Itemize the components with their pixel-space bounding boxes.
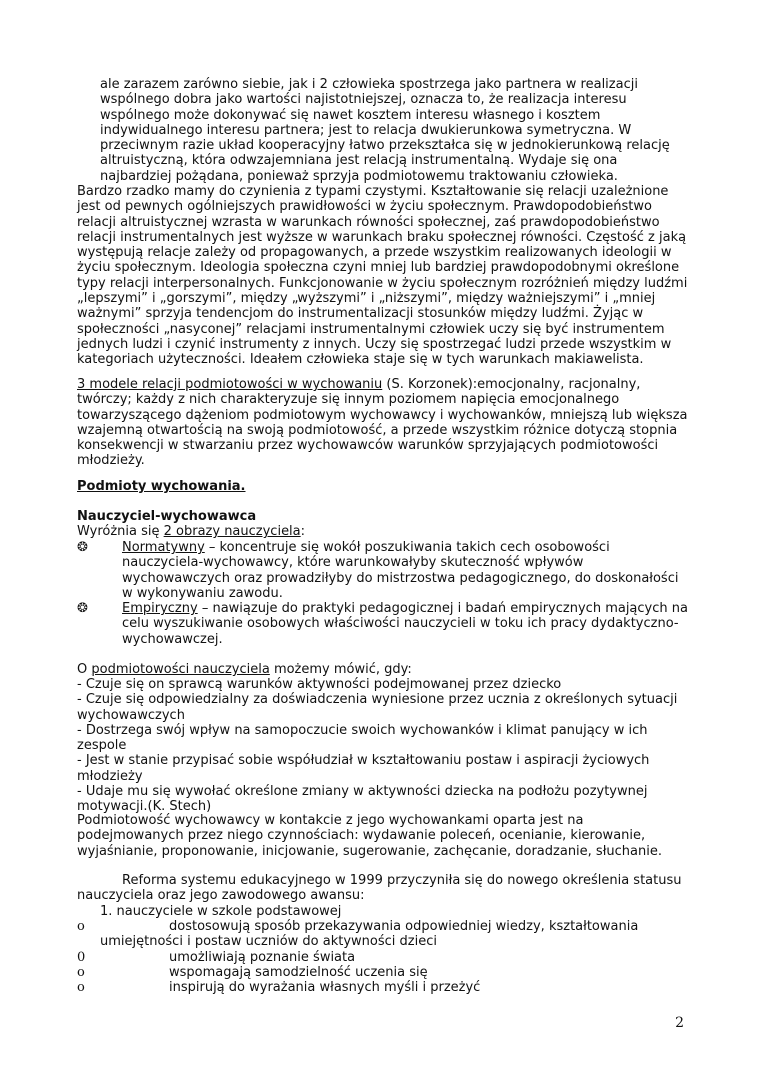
sub-item-list bbox=[77, 919, 692, 995]
sub-item-marker: o bbox=[77, 964, 85, 980]
dash-item: - Czuje się on sprawcą warunków aktywności podejmowanej przez dziecko bbox=[77, 677, 562, 692]
paragraph-cooperative-relation: ale zarazem zarówno siebie, jak i 2 człowieka spostrzega jako partnera w realizacji wspólnego dobra jako wartości najistotniejszej, oznacza to, że realizacja interesu wspólnego może dokonywać się nawet kosztem interesu własnego i kosztem indywidualnego interesu partnera; jest to relacja dwukierunkowa symetryczna. W przeciwnym razie układ kooperacyjny łatwo przekształca się w jednokierunkową relację altruistyczną, która odwzajemniana jest relacją instrumentalną. Wydaje się ona najbardziej pożądana, ponieważ sprzyja podmiotowemu traktowaniu człowieka. bbox=[100, 77, 670, 184]
dash-item: - Jest w stanie przypisać sobie współudział w kształtowaniu postaw i aspiracji życiowych młodzieży bbox=[77, 753, 650, 784]
sub-heading: Nauczyciel-wychowawca bbox=[77, 509, 257, 524]
sub-item: 0 umożliwiają poznanie świata bbox=[77, 949, 356, 965]
paragraph-teacher-activities: Podmiotowość wychowawcy w kontakcie z jego wychowankami oparta jest na podejmowanych przez niego czynnościach: wydawanie poleceń, ocenianie, kierowanie, wyjaśnianie, proponowanie, inicjowanie, sugerowanie, zachęcanie, doradzanie, słuchanie. bbox=[77, 813, 662, 859]
bullet-item-normative: ❂ Normatywny – koncentruje się wokół poszukiwania takich cech osobowości nauczyciela-wychowawcy, które warunkowałyby skuteczność wpływów wychowawczych oraz prowadziłyby do mistrzostwa pedagogicznego, do doskonałości w wykonywaniu zawodu. bbox=[77, 540, 679, 601]
numbered-item: 1. nauczyciele w szkole podstawowej bbox=[100, 904, 342, 919]
dash-item: - Udaje mu się wywołać określone zmiany w aktywności dziecka na podłożu pozytywnej motywacji.(K. Stech) bbox=[77, 784, 648, 815]
paragraph-pure-types: Bardzo rzadko mamy do czynienia z typami czystymi. Kształtowanie się relacji uzależnione jest od pewnych ogólniejszych prawidłowości w życiu społecznym. Prawdopodobieństwo relacji altruistycznej wzrasta w warunkach równości społecznej, zaś prawdopodobieństwo relacji instrumentalnych jest wyższe w warunkach braku społecznej równości. Częstość z jaką występują relacje zależy od propagowanych, a przede wszystkim realizowanych ideologii w życiu społecznym. Ideologia społeczna czyni mniej lub bardziej prawdopodobnymi określone typy relacji interpersonalnych. Funkcjonowanie w życiu społecznym rozróżnień między ludźmi „lepszymi” i „gorszymi”, między „wyższymi” i „niższymi”, między ważniejszymi” i „mniej ważnymi” sprzyja tendencjom do instrumentalizacji stosunków między ludźmi. Żyjąc w społeczności „nasyconej” relacjami instrumentalnymi człowiek uczy się być instrumentem jednych ludzi i czynić instrumenty z innych. Uczy się spostrzegać ludzi przede wszystkim w kategoriach użyteczności. Ideałem człowieka staje się w tych warunkach makiawelista. bbox=[77, 184, 688, 368]
bullet-item-empirical: ❂ Empiryczny – nawiązuje do praktyki pedagogicznej i badań empirycznych mających na celu wyszukiwanie osobowych właściwości nauczycieli w toku ich pracy dydaktyczno-wychowawczej. bbox=[77, 601, 688, 647]
three-models-link-text: 3 modele relacji podmiotowości w wychowaniu bbox=[77, 377, 383, 392]
dash-item: - Czuje się odpowiedzialny za doświadczenia wyniesione przez ucznia z określonych sytuacji wychowawczych bbox=[77, 692, 678, 723]
subjectivity-intro: O podmiotowości nauczyciela możemy mówić, gdy: bbox=[77, 662, 412, 677]
paragraph-reform: Reforma systemu edukacyjnego w 1999 przyczyniła się do nowego określenia statusu nauczyciela oraz jego zawodowego awansu: bbox=[77, 873, 682, 904]
sub-item: o dostosowują sposób przekazywania odpowiedniej wiedzy, kształtowania umiejętności i postaw uczniów do aktywności dzieci bbox=[77, 919, 639, 950]
sub-item-marker: o bbox=[77, 919, 85, 934]
dash-list bbox=[77, 677, 692, 815]
bullet-icon: ❂ bbox=[77, 601, 88, 617]
dash-item: - Dostrzega swój wpływ na samopoczucie swoich wychowanków i klimat panujący w ich zespole bbox=[77, 722, 648, 754]
section-heading: Podmioty wychowania. bbox=[77, 479, 246, 494]
paragraph-three-models: 3 modele relacji podmiotowości w wychowaniu (S. Korzonek):emocjonalny, racjonalny, twórczy; każdy z nich charakteryzuje się innym poziomem napięcia emocjonalnego towarzyszącego dążeniom podmiotowym wychowawcy i wychowanków, mniejszą lub większa wzajemną otwartością na swoją podmiotowość, a przede wszystkim różnice dotyczą stopnia konsekwencji w stwarzaniu przez wychowawców warunków sprzyjających podmiotowości młodzieży. bbox=[77, 377, 688, 469]
bullet-list bbox=[77, 540, 692, 647]
teacher-images-intro: Wyróżnia się 2 obrazy nauczyciela: bbox=[77, 524, 306, 539]
bullet-icon: ❂ bbox=[77, 540, 88, 555]
sub-item-marker: 0 bbox=[77, 949, 86, 965]
sub-item: o wspomagają samodzielność uczenia się bbox=[77, 964, 428, 980]
page-number: 2 bbox=[675, 1015, 684, 1031]
sub-item-marker: o bbox=[77, 980, 85, 996]
sub-item: o inspirują do wyrażania własnych myśli i przeżyć bbox=[77, 980, 481, 996]
